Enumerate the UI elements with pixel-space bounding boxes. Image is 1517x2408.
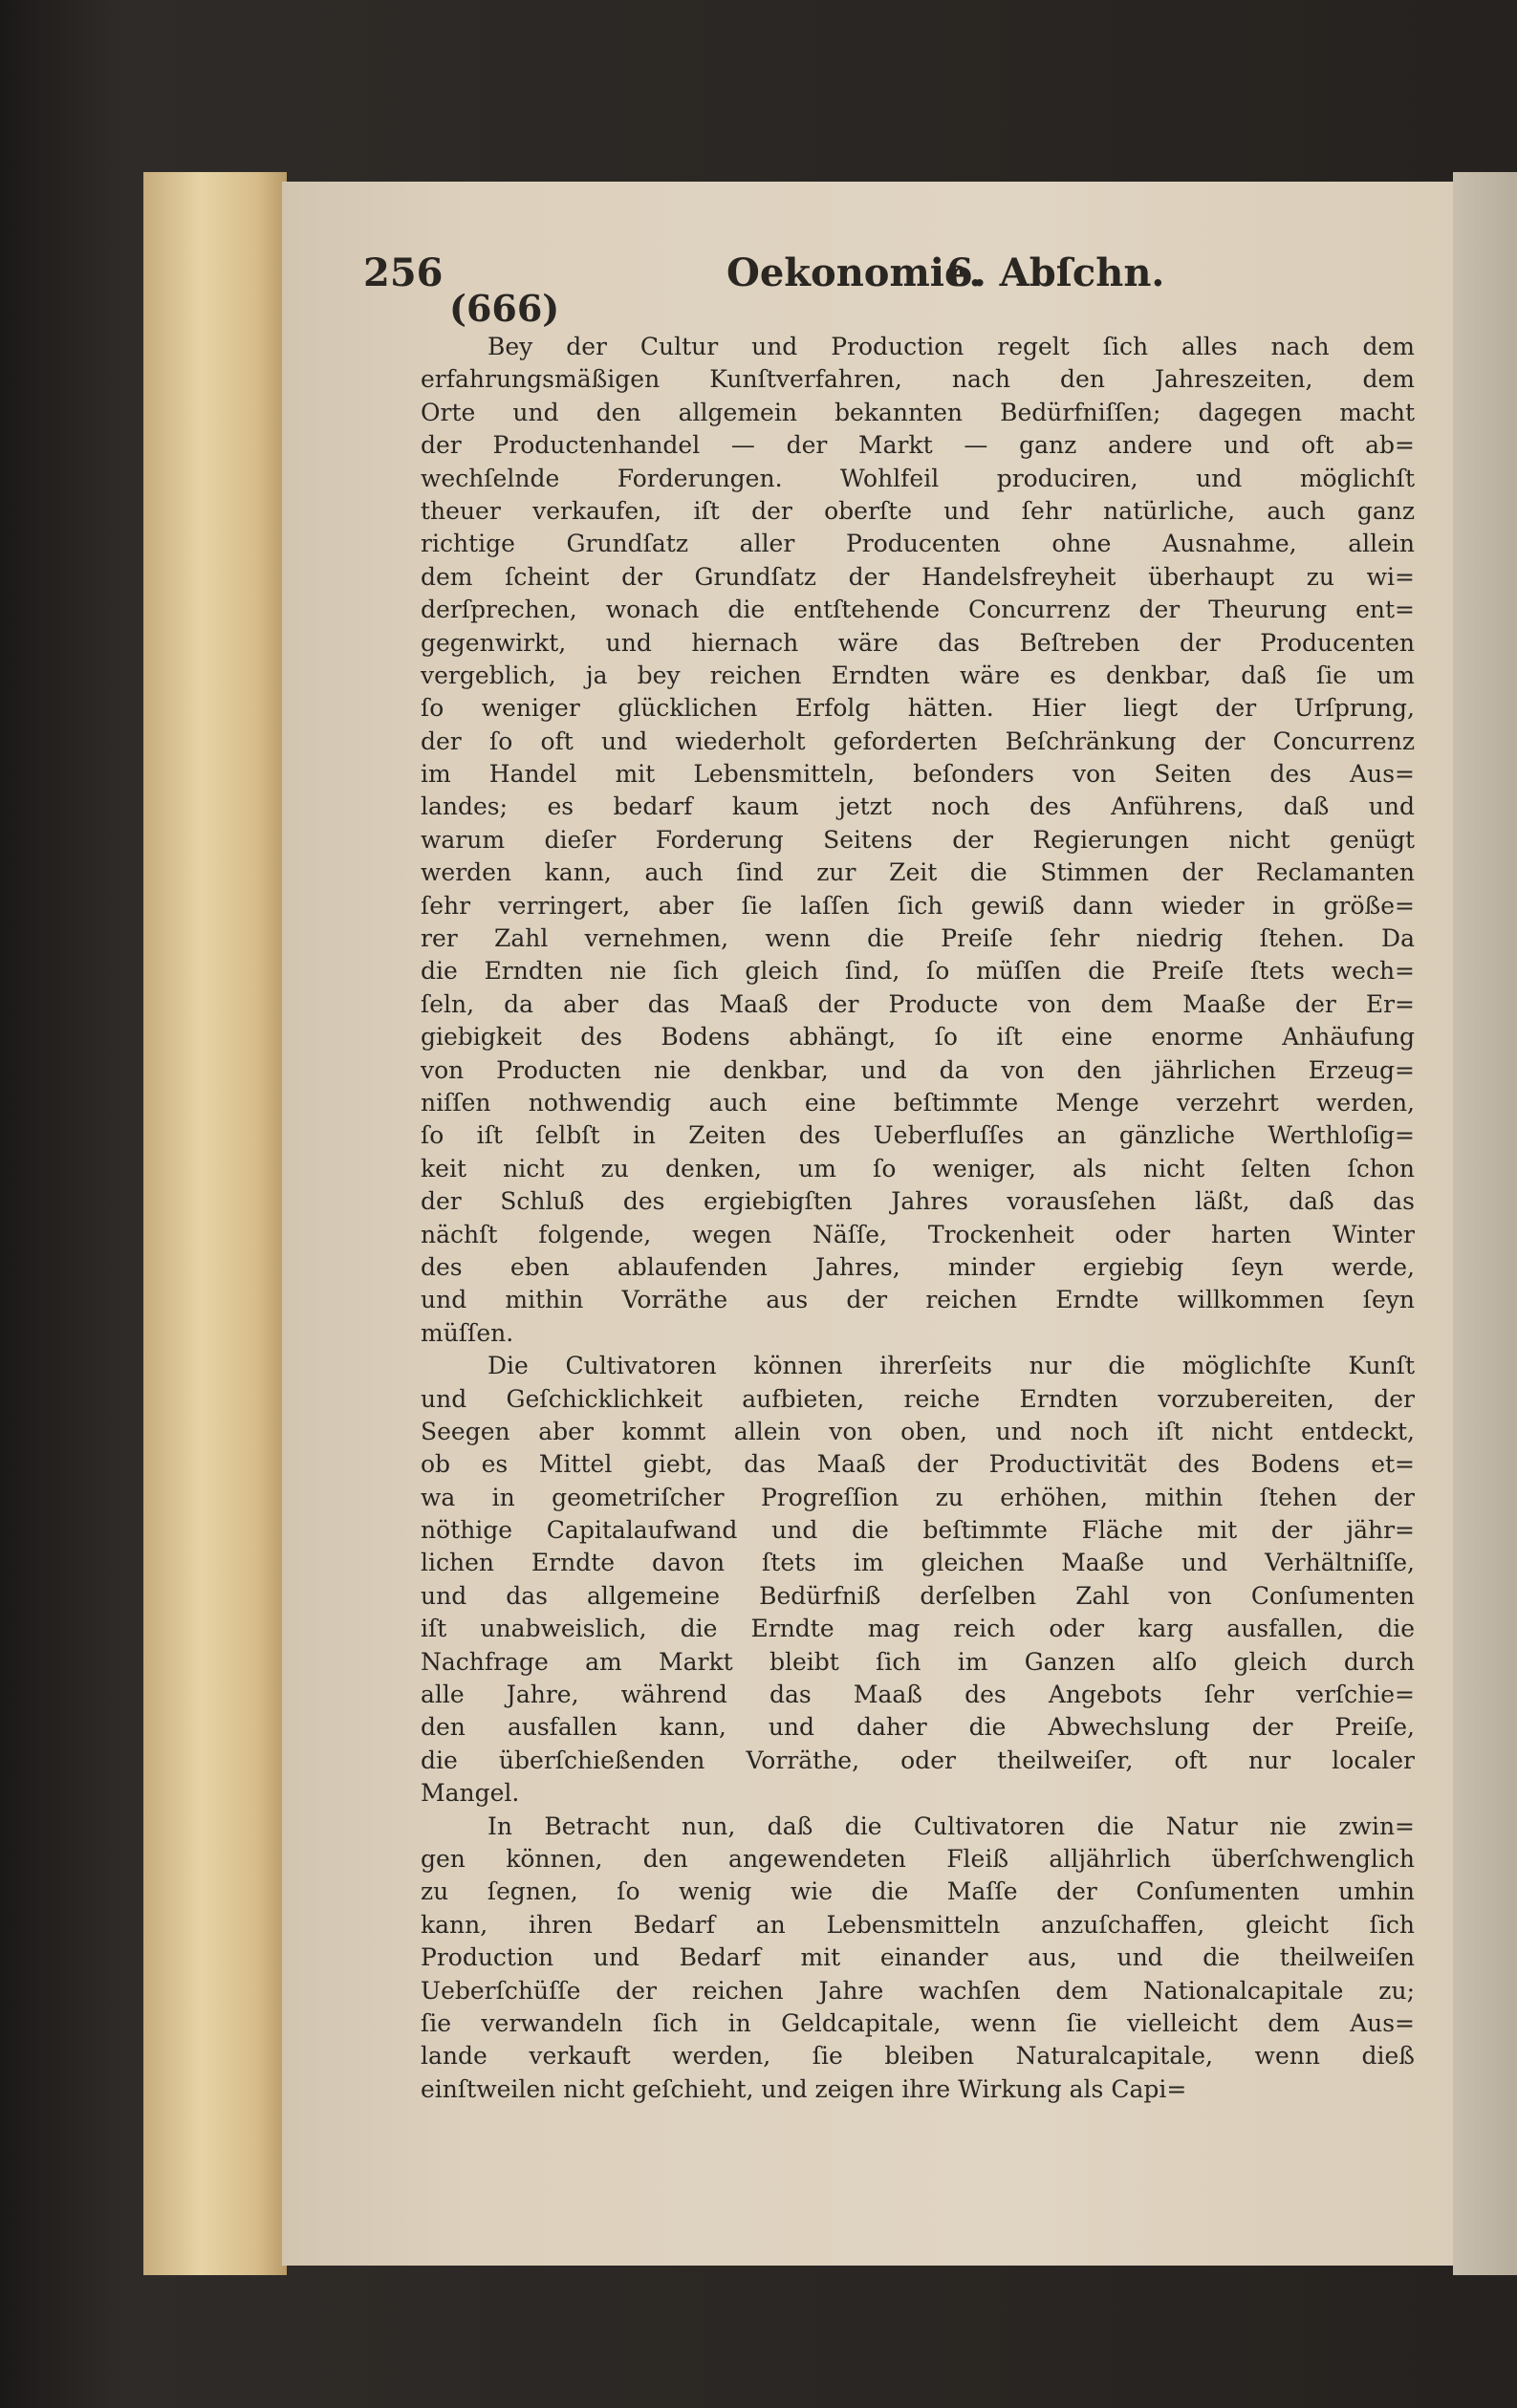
text-line: einſtweilen nicht geſchieht, und zeigen ihre Wirkung als Capi= (421, 2074, 1187, 2103)
text-line: derſprechen, wonach die entſtehende Concurrenz der Theurung ent= (421, 596, 1415, 624)
text-line: wechſelnde Forderungen. Wohlfeil produciren, und möglichſt (421, 464, 1415, 492)
text-line: erfahrungsmäßigen Kunſtverfahren, nach den Jahreszeiten, dem (421, 365, 1415, 394)
text-line: der Schluß des ergiebigſten Jahres vorausſehen läßt, daß das (421, 1187, 1415, 1216)
text-line: wa in geometriſcher Progreſſion zu erhöhen, mithin ſtehen der (421, 1483, 1415, 1511)
text-line: iſt unabweislich, die Erndte mag reich oder karg ausfallen, die (421, 1615, 1415, 1643)
text-line: theuer verkaufen, iſt der oberſte und ſehr natürliche, auch ganz (421, 496, 1415, 525)
text-line: ſehr verringert, aber ſie laſſen ſich gewiß dann wieder in größe= (421, 891, 1415, 920)
text-line: In Betracht nun, daß die Cultivatoren die Natur nie zwin= (488, 1811, 1415, 1840)
text-line: gen können, den angewendeten Fleiß alljährlich überſchwenglich (421, 1844, 1415, 1873)
text-line: lande verkauft werden, ſie bleiben Naturalcapitale, wenn dieß (421, 2042, 1415, 2071)
text-line: dem ſcheint der Grundſatz der Handelsfreyheit überhaupt zu wi= (421, 562, 1415, 591)
text-line: warum dieſer Forderung Seitens der Regierungen nicht genügt (421, 825, 1415, 854)
page-edge-gilt (143, 172, 287, 2275)
text-line: und Geſchicklichkeit aufbieten, reiche Erndten vorzubereiten, der (421, 1384, 1415, 1413)
text-line: nöthige Capitalaufwand und die beſtimmte Fläche mit der jähr= (421, 1516, 1415, 1545)
text-line: vergeblich, ja bey reichen Erndten wäre es denkbar, daß ſie um (421, 661, 1415, 689)
text-line: ob es Mittel giebt, das Maaß der Productivität des Bodens et= (421, 1450, 1415, 1479)
text-line: ſeln, da aber das Maaß der Producte von dem Maaße der Er= (421, 989, 1415, 1018)
text-line: rer Zahl vernehmen, wenn die Preiſe ſehr niedrig ſtehen. Da (421, 924, 1415, 953)
text-line: den ausfallen kann, und daher die Abwechslung der Preiſe, (421, 1713, 1415, 1742)
text-line: alle Jahre, während das Maaß des Angebots ſehr verſchie= (421, 1681, 1415, 1709)
page-number: 256 (363, 250, 444, 295)
text-line: ſie verwandeln ſich in Geldcapitale, wenn ſie vielleicht dem Aus= (421, 2008, 1415, 2037)
text-line: giebigkeit des Bodens abhängt, ſo iſt eine enorme Anhäufung (421, 1023, 1415, 1052)
text-line: Orte und den allgemein bekannten Bedürfniſſen; dagegen macht (421, 398, 1415, 426)
text-line: und mithin Vorräthe aus der reichen Erndte willkommen ſeyn (421, 1286, 1415, 1314)
body-text (421, 331, 1415, 2106)
text-line: kann, ihren Bedarf an Lebensmitteln anzuſchaffen, gleicht ſich (421, 1910, 1415, 1939)
text-line: und das allgemeine Bedürfniß derſelben Zahl von Conſumenten (421, 1581, 1415, 1610)
text-line: des eben ablaufenden Jahres, minder ergiebig ſeyn werde, (421, 1252, 1415, 1281)
text-line: Nachfrage am Markt bleibt ſich im Ganzen alſo gleich durch (421, 1647, 1415, 1676)
text-line: richtige Grundſatz aller Producenten ohne Ausnahme, allein (421, 530, 1415, 558)
text-line: Die Cultivatoren können ihrerſeits nur die möglichſte Kunſt (488, 1352, 1415, 1380)
paragraph-number: (666) (449, 287, 560, 330)
text-line: im Handel mit Lebensmitteln, beſonders von Seiten des Aus= (421, 760, 1415, 789)
text-line: Production und Bedarf mit einander aus, und die theilweiſen (421, 1943, 1415, 1972)
text-line: niſſen nothwendig auch eine beſtimmte Menge verzehrt werden, (421, 1088, 1415, 1117)
page-title: Oekonomie. (726, 250, 983, 295)
text-line: der ſo oft und wiederholt geforderten Beſchränkung der Concurrenz (421, 727, 1415, 755)
text-line: zu ſegnen, ſo wenig wie die Maſſe der Conſumenten umhin (421, 1877, 1415, 1906)
text-line: der Productenhandel — der Markt — ganz andere und oft ab= (421, 431, 1415, 460)
section-label: 6. Abſchn. (946, 250, 1165, 295)
text-line: nächſt folgende, wegen Näſſe, Trockenheit oder harten Winter (421, 1220, 1415, 1248)
text-line: gegenwirkt, und hiernach wäre das Beſtreben der Producenten (421, 628, 1415, 657)
text-line: ſo weniger glücklichen Erfolg hätten. Hier liegt der Urſprung, (421, 694, 1415, 723)
text-line: lichen Erndte davon ſtets im gleichen Maaße und Verhältniſſe, (421, 1549, 1415, 1577)
text-line: von Producten nie denkbar, und da von den jährlichen Erzeug= (421, 1055, 1415, 1084)
facing-page-edge (1453, 172, 1517, 2275)
text-line: Ueberſchüſſe der reichen Jahre wachſen dem Nationalcapitale zu; (421, 1976, 1415, 2005)
text-line: müſſen. (421, 1318, 514, 1347)
text-line: werden kann, auch ſind zur Zeit die Stimmen der Reclamanten (421, 858, 1415, 887)
text-line: keit nicht zu denken, um ſo weniger, als nicht ſelten ſchon (421, 1154, 1415, 1182)
text-line: ſo iſt ſelbſt in Zeiten des Ueberfluſſes an gänzliche Werthloſig= (421, 1121, 1415, 1150)
text-line: Bey der Cultur und Production regelt ſich alles nach dem (488, 333, 1415, 360)
text-line: landes; es bedarf kaum jetzt noch des Anführens, daß und (421, 792, 1415, 821)
text-line: die Erndten nie ſich gleich ſind, ſo müſſen die Preiſe ſtets wech= (421, 957, 1415, 986)
text-line: die überſchießenden Vorräthe, oder theilweiſer, oft nur localer (421, 1746, 1415, 1774)
text-line: Seegen aber kommt allein von oben, und noch iſt nicht entdeckt, (421, 1417, 1415, 1445)
text-line: Mangel. (421, 1779, 520, 1808)
